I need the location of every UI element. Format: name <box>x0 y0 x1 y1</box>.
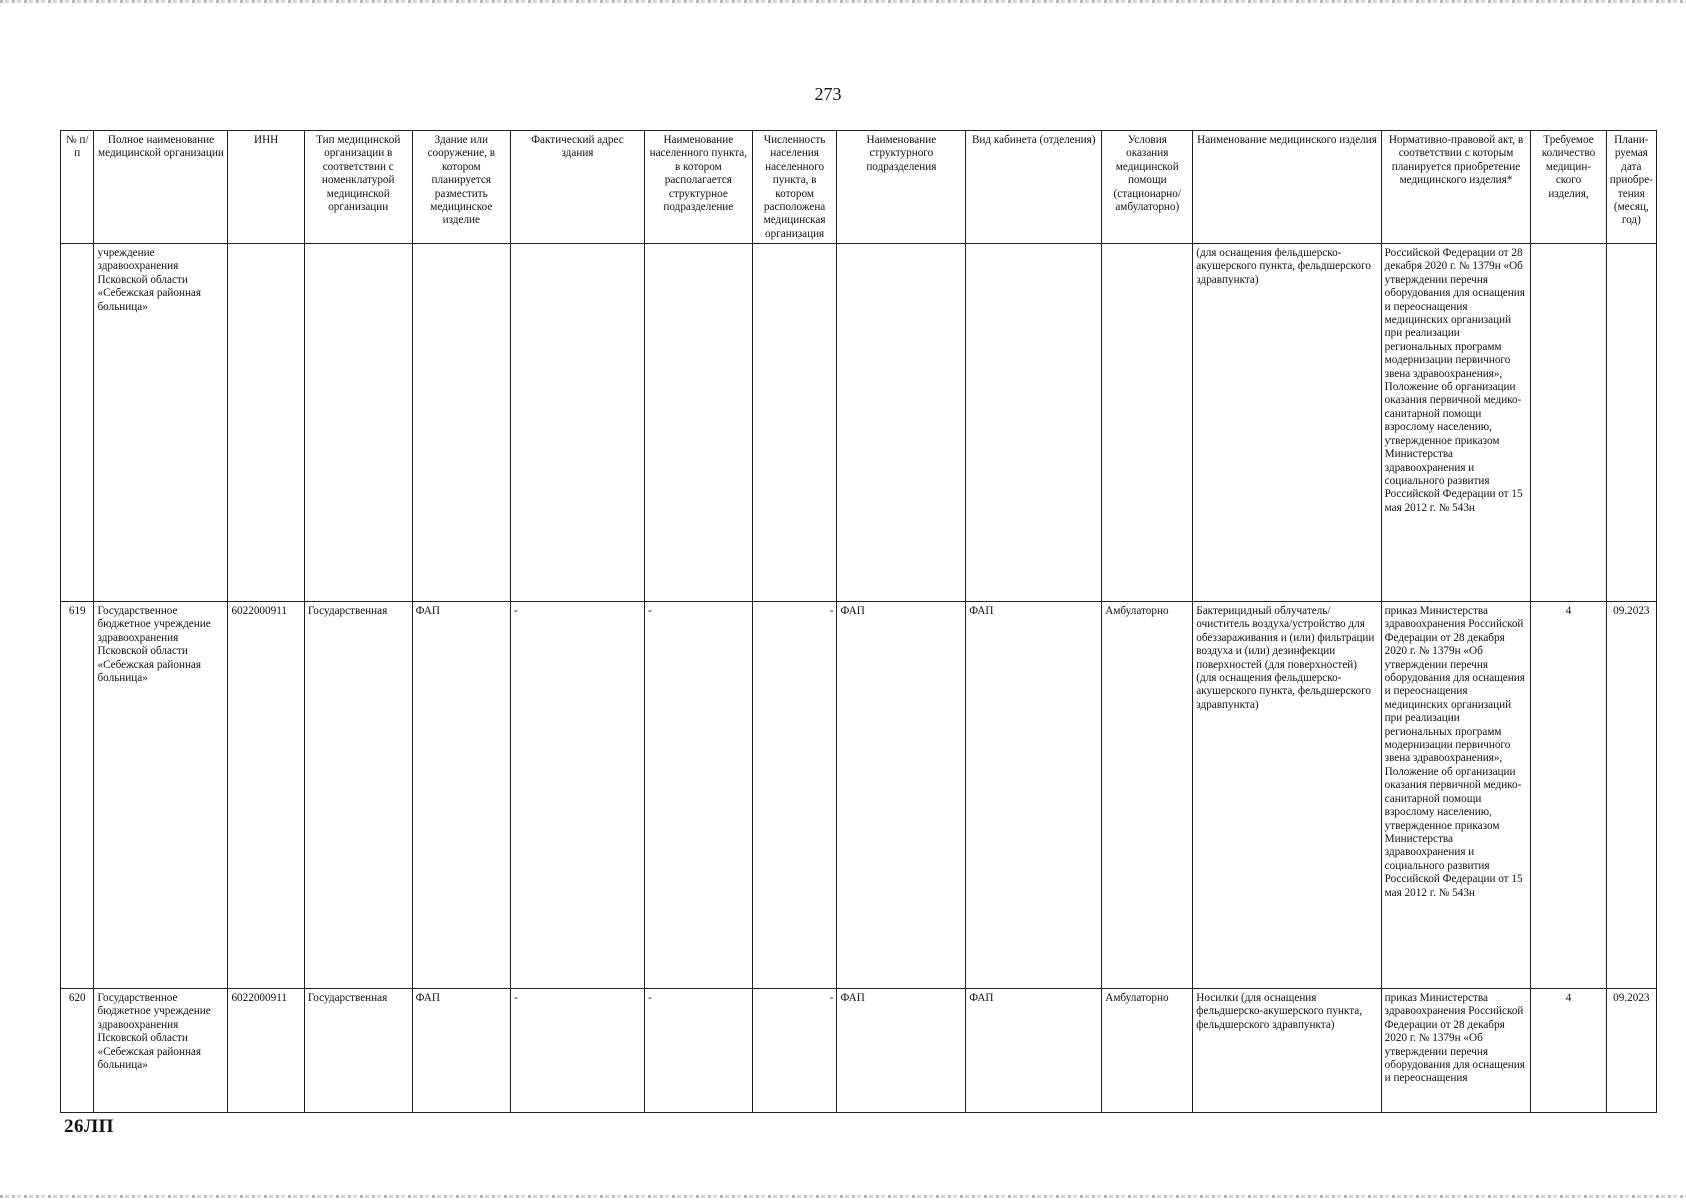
cell-conditions <box>1102 244 1193 602</box>
cell-act: приказ Министерства здравоохранения Российской Федерации от 28 декабря 2020 г. № 1379н «Об утверждении перечня оборудования для оснащения и переоснащения медицинских организаций при реализации региональных программ модернизации первичного звена здравоохранения», Положение об организации оказания первичной медико-санитарной помощи взрослому населению, утвержденное приказом Министерства здравоохранения и социального развития Российской Федерации от 15 мая 2012 г. № 543н <box>1381 602 1531 989</box>
column-header: Полное наименование медицинской организации <box>94 131 228 244</box>
cell-population <box>752 244 837 602</box>
column-header: Численность населения населенного пункта, в котором расположена медицинская организация <box>752 131 837 244</box>
scan-edge-bottom <box>0 1195 1686 1198</box>
cell-population: - <box>752 989 837 1113</box>
cell-device: Бактерицидный облучатель/очиститель воздуха/устройство для обеззараживания и (или) фильтрации воздуха и (или) дезинфекции поверхностей (для поверхностей) (для оснащения фельдшерско-акушерского пункта, фельдшерского здравпункта) <box>1193 602 1381 989</box>
table-row <box>61 989 1657 1113</box>
column-header: Условия оказания медицинской помощи (стационарно/ амбулаторно) <box>1102 131 1193 244</box>
cell-population: - <box>752 602 837 989</box>
column-header: Наименование населенного пункта, в котором располагается структурное подразделение <box>644 131 752 244</box>
cell-cabinet: ФАП <box>966 989 1102 1113</box>
cell-conditions: Амбулаторно <box>1102 602 1193 989</box>
column-header: Тип медицинской организации в соответствии с номенклатурой медицинской организации <box>304 131 412 244</box>
column-header: Вид кабинета (отделения) <box>966 131 1102 244</box>
cell-cabinet: ФАП <box>966 602 1102 989</box>
cell-org: Государственное бюджетное учреждение здравоохранения Псковской области «Себежская районная больница» <box>94 602 228 989</box>
cell-org: Государственное бюджетное учреждение здравоохранения Псковской области «Себежская районная больница» <box>94 989 228 1113</box>
column-header: Нормативно-правовой акт, в соответствии с которым планируется приобретение медицинского изделия* <box>1381 131 1531 244</box>
footer-stamp: 26ЛП <box>64 1116 114 1137</box>
cell-num: 620 <box>61 989 94 1113</box>
cell-device: (для оснащения фельдшерско-акушерского пункта, фельдшерского здравпункта) <box>1193 244 1381 602</box>
cell-num <box>61 244 94 602</box>
table-row <box>61 602 1657 989</box>
cell-address: - <box>510 602 644 989</box>
cell-act: приказ Министерства здравоохранения Российской Федерации от 28 декабря 2020 г. № 1379н «Об утверждении перечня оборудования для оснащения и переоснащения <box>1381 989 1531 1113</box>
cell-qty <box>1531 244 1606 602</box>
cell-cabinet <box>966 244 1102 602</box>
column-header: ИНН <box>228 131 304 244</box>
table-header-row <box>61 131 1657 244</box>
cell-type <box>304 244 412 602</box>
column-header: Требуемое количество медицин-ского изделия, <box>1531 131 1606 244</box>
cell-building: ФАП <box>412 602 510 989</box>
column-header: Фактический адрес здания <box>510 131 644 244</box>
cell-inn: 6022000911 <box>228 989 304 1113</box>
column-header: № п/п <box>61 131 94 244</box>
column-header: Наименование медицинского изделия <box>1193 131 1381 244</box>
cell-building <box>412 244 510 602</box>
table-row <box>61 244 1657 602</box>
cell-inn: 6022000911 <box>228 602 304 989</box>
cell-subdivision: ФАП <box>837 989 966 1113</box>
page-number: 273 <box>814 84 842 104</box>
column-header: Наименование структурного подразделения <box>837 131 966 244</box>
scan-edge-top <box>0 0 1686 3</box>
equipment-table <box>60 130 1657 1113</box>
cell-qty: 4 <box>1531 989 1606 1113</box>
cell-settlement: - <box>644 989 752 1113</box>
cell-type: Государственная <box>304 602 412 989</box>
cell-conditions: Амбулаторно <box>1102 989 1193 1113</box>
cell-date: 09.2023 <box>1606 602 1656 989</box>
cell-type: Государственная <box>304 989 412 1113</box>
cell-inn <box>228 244 304 602</box>
cell-settlement: - <box>644 602 752 989</box>
cell-act: Российской Федерации от 28 декабря 2020 г. № 1379н «Об утверждении перечня оборудования для оснащения и переоснащения медицинских организаций при реализации региональных программ модернизации первичного звена здравоохранения», Положение об организации оказания первичной медико-санитарной помощи взрослому населению, утвержденное приказом Министерства здравоохранения и социального развития Российской Федерации от 15 мая 2012 г. № 543н <box>1381 244 1531 602</box>
cell-subdivision: ФАП <box>837 602 966 989</box>
cell-date <box>1606 244 1656 602</box>
cell-device: Носилки (для оснащения фельдшерско-акушерского пункта, фельдшерского здравпункта) <box>1193 989 1381 1113</box>
cell-num: 619 <box>61 602 94 989</box>
cell-settlement <box>644 244 752 602</box>
cell-address: - <box>510 989 644 1113</box>
cell-org: учреждение здравоохранения Псковской области «Себежская районная больница» <box>94 244 228 602</box>
column-header: Здание или сооружение, в котором планируется разместить медицинское изделие <box>412 131 510 244</box>
cell-address <box>510 244 644 602</box>
cell-building: ФАП <box>412 989 510 1113</box>
cell-subdivision <box>837 244 966 602</box>
cell-date: 09.2023 <box>1606 989 1656 1113</box>
column-header: Плани-руемая дата приобре-тения (месяц, год) <box>1606 131 1656 244</box>
cell-qty: 4 <box>1531 602 1606 989</box>
